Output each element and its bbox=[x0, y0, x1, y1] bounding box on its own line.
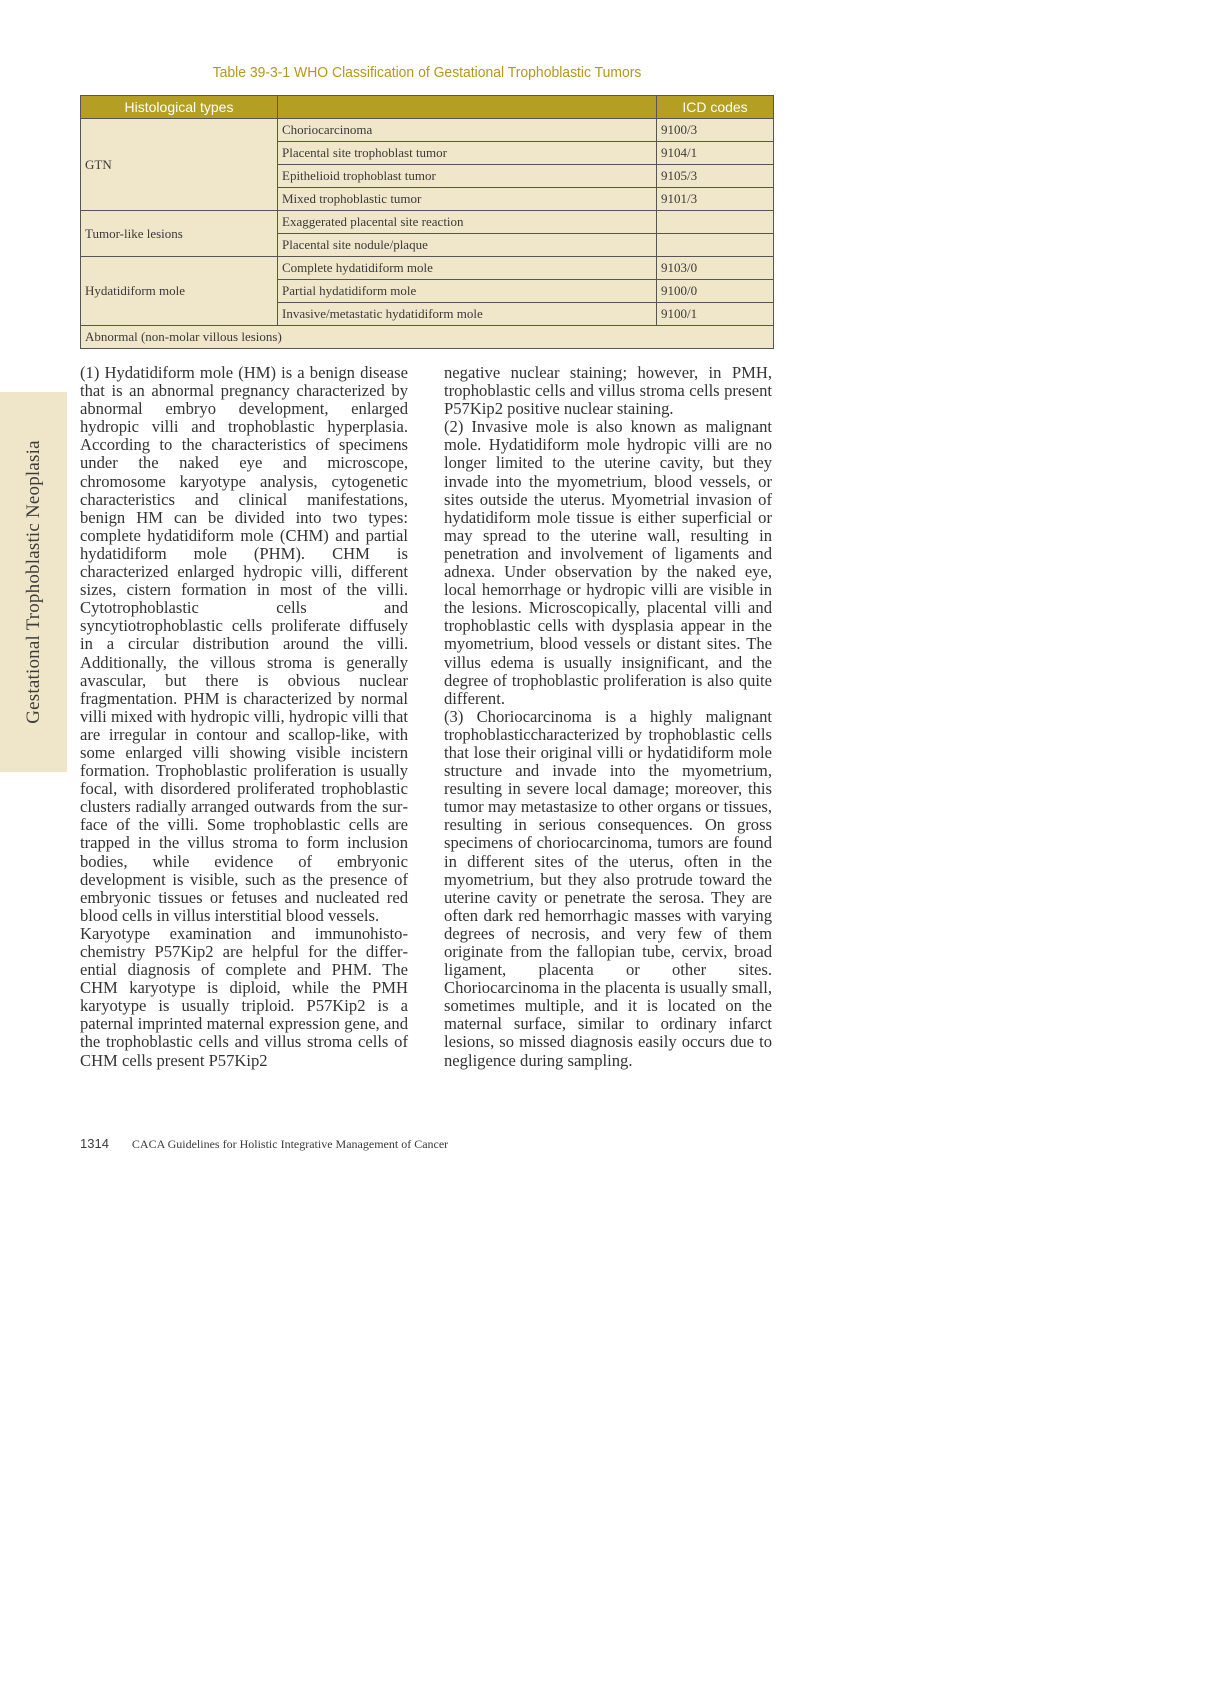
body-left-column bbox=[80, 364, 408, 1070]
icd-code-cell: 9100/3 bbox=[657, 119, 774, 142]
subtype-cell: Epithelioid trophoblast tumor bbox=[278, 165, 657, 188]
chapter-side-tab bbox=[0, 392, 67, 772]
table-row bbox=[81, 119, 774, 142]
header-icd-codes: ICD codes bbox=[657, 96, 774, 119]
group-label-tumor-like-lesions: Tumor-like lesions bbox=[81, 211, 278, 257]
subtype-cell: Complete hydatidiform mole bbox=[278, 257, 657, 280]
icd-code-cell: 9104/1 bbox=[657, 142, 774, 165]
table-row bbox=[81, 211, 774, 234]
table-row bbox=[81, 257, 774, 280]
table-header-row bbox=[81, 96, 774, 119]
subtype-cell: Choriocarcinoma bbox=[278, 119, 657, 142]
icd-code-cell: 9100/0 bbox=[657, 280, 774, 303]
paragraph-karyotype: Karyotype examination and immunohistochemistry P57Kip2 are helpful for the differential diagnosis of complete and PHM. The CHM karyotype is diploid, while the PMH karyotype is usually triploid. P57Kip2 is a paternal imprinted maternal expression gene, and the trophoblastic cells and villus stroma cells of CHM cells present P57Kip2 bbox=[80, 923, 408, 1070]
page-footer bbox=[80, 1136, 448, 1152]
subtype-cell: Placental site nodule/plaque bbox=[278, 234, 657, 257]
icd-code-cell: 9105/3 bbox=[657, 165, 774, 188]
group-label-gtn: GTN bbox=[81, 119, 278, 211]
subtype-cell: Partial hydatidiform mole bbox=[278, 280, 657, 303]
subtype-cell: Mixed trophoblastic tumor bbox=[278, 188, 657, 211]
who-classification-table bbox=[80, 95, 774, 349]
group-label-hydatidiform-mole: Hydatidiform mole bbox=[81, 257, 278, 326]
page-number: 1314 bbox=[80, 1136, 109, 1151]
icd-code-cell bbox=[657, 234, 774, 257]
group-label-abnormal-villous-lesions: Abnormal (non-molar villous lesions) bbox=[81, 326, 774, 349]
paragraph-invasive-mole: (2) Invasive mole is also known as malignant mole. Hydatidiform mole hydropic villi are no longer limited to the uterine cavity, but they invade into the myometrium, blood vessels, or sites outside the uterus. Myometrial invasion of hydatidiform mole tissue is either superficial or may spread to the uterine wall, resulting in penetration and involvement of ligaments and adnexa. Under observation by the naked eye, local hemorrhage or hydropic villi are visible in the lesions. Microscopically, placental villi and trophoblastic cells with dysplasia appear in the myometrium, blood vessels or distant sites. The villus edema is usually insignificant, and the degree of trophoblastic proliferation is also quite different. bbox=[444, 417, 772, 708]
icd-code-cell: 9103/0 bbox=[657, 257, 774, 280]
header-histological-types: Histological types bbox=[81, 96, 278, 119]
body-right-column bbox=[444, 364, 772, 1070]
table-row bbox=[81, 326, 774, 349]
icd-code-cell bbox=[657, 211, 774, 234]
paragraph-choriocarcinoma: (3) Choriocarcinoma is a highly malignant trophoblasticcharacterized by trophoblastic cells that lose their original villi or hydatidiform mole structure and invade into the myometrium, resulting in severe local damage; moreover, this tumor may metastasize to other organs or tissues, resulting in serious consequences. On gross specimens of choriocarcinoma, tumors are found in different sites of the uterus, often in the myometrium, but they also protrude toward the uterine cavity or penetrate the serosa. They are often dark red hemorrhagic masses with varying degrees of necrosis, and very few of them originate from the fallopian tube, cervix, broad ligament, placenta or other sites. Choriocarcinoma in the placenta is usually small, sometimes multiple, and it is located on the maternal surface, similar to ordinary infarct lesions, so missed diagnosis easily occurs due to negligence during sampling. bbox=[444, 706, 772, 1070]
book-title: CACA Guidelines for Holistic Integrative Management of Cancer bbox=[131, 1137, 449, 1151]
chapter-side-tab-label: Gestational Trophoblastic Neoplasia bbox=[22, 440, 44, 724]
subtype-cell: Placental site trophoblast tumor bbox=[278, 142, 657, 165]
subtype-cell: Exaggerated placental site reaction bbox=[278, 211, 657, 234]
table-caption: Table 39-3-1 WHO Classification of Gestational Trophoblastic Tumors bbox=[212, 64, 642, 81]
subtype-cell: Invasive/metastatic hydatidiform mole bbox=[278, 303, 657, 326]
icd-code-cell: 9100/1 bbox=[657, 303, 774, 326]
paragraph-staining-continued: negative nuclear staining; however, in PMH, trophoblastic cells and villus stroma cells present P57Kip2 positive nuclear staining. bbox=[444, 363, 772, 419]
icd-code-cell: 9101/3 bbox=[657, 188, 774, 211]
header-subtype bbox=[278, 96, 657, 119]
paragraph-hydatidiform-mole: (1) Hydatidiform mole (HM) is a benign disease that is an abnormal pregnancy characterized by abnormal embryo development, enlarged hydropic villi and trophoblastic hyperplasia. According to the characteristics of specimens under the naked eye and microscope, chromosome karyotype analysis, cytogenetic characteristics and clinical manifestations, benign HM can be divided into two types: complete hydatidiform mole (CHM) and partial hydatidiform mole (PHM). CHM is characterized enlarged hydropic villi, different sizes, cistern formation in most of the villi. Cytotrophoblastic cells and syncytiotrophoblastic cells proliferate diffusely in a circular distribution around the villi. Additionally, the villous stroma is generally avascular, but there is obvious nuclear fragmentation. PHM is characterized by normal villi mixed with hydropic villi, hydropic villi that are irregular in contour and scallop-like, with some enlarged villi showing visible incistern formation. Trophoblastic proliferation is usually focal, with disordered proliferated trophoblastic clusters radially arranged outwards from the surface of the villi. Some trophoblastic cells are trapped in the villus stroma to form inclusion bodies, while evidence of embryonic development is visible, such as the presence of embryonic tissues or fetuses and nucleated red blood cells in villus interstitial blood vessels. bbox=[80, 363, 408, 925]
